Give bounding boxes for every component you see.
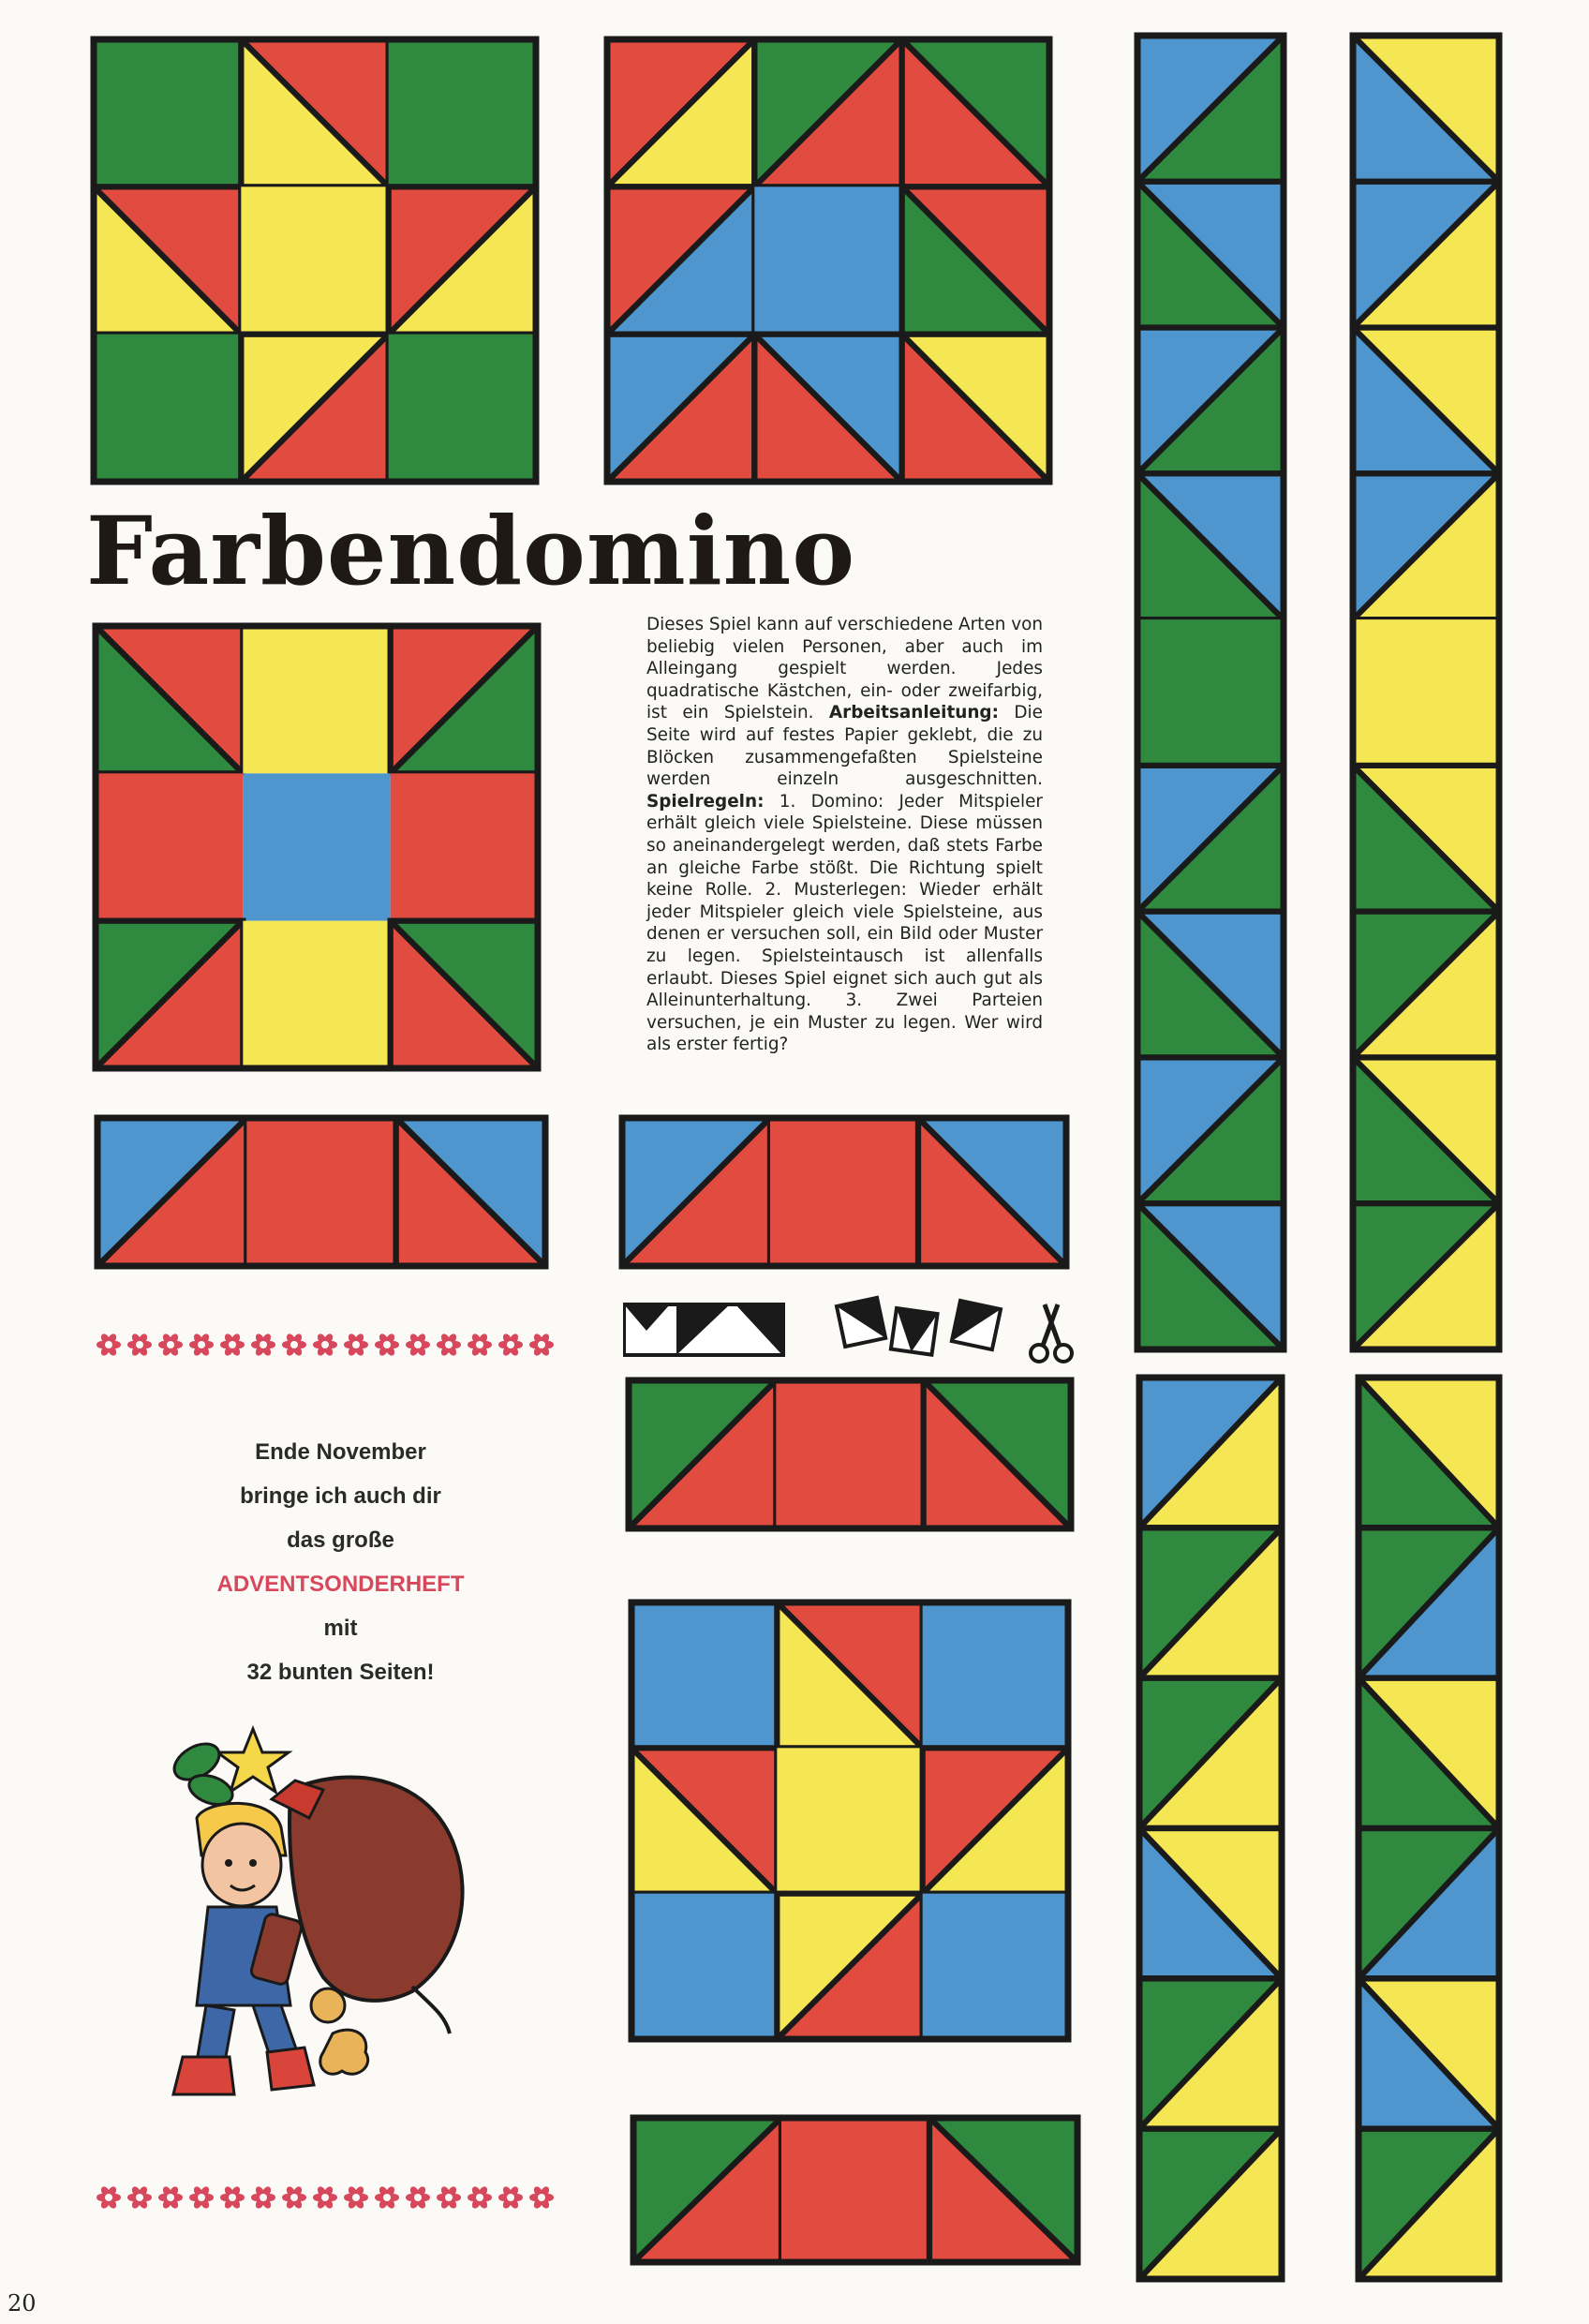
domino-tile[interactable] [607,186,754,334]
domino-tile[interactable] [1139,1828,1282,1978]
tile-strip-icon [624,1304,783,1355]
flower-icon [406,2185,430,2211]
domino-tile[interactable] [1139,1978,1282,2128]
domino-tile[interactable] [754,186,901,334]
domino-tile[interactable] [96,626,243,773]
flower-icon [251,1333,275,1358]
domino-tile[interactable] [1353,182,1499,328]
domino-tile[interactable] [777,1602,922,1748]
domino-tile[interactable] [902,335,1049,482]
domino-tile[interactable] [631,1602,777,1748]
page-title: Farbendomino [86,496,856,606]
flower-icon [498,1333,523,1358]
flower-icon [313,2185,337,2211]
domino-tile[interactable] [776,1380,923,1528]
domino-tile[interactable] [391,773,538,920]
domino-tile[interactable] [94,335,241,482]
cut-tile-icon-1 [837,1298,885,1347]
domino-tile[interactable] [923,1748,1068,1893]
domino-tile[interactable] [389,186,536,334]
flower-border-top [94,1326,558,1363]
domino-tile[interactable] [631,1894,777,2039]
domino-tile[interactable] [923,1602,1068,1748]
flower-icon [282,1333,306,1358]
domino-tile[interactable] [241,39,388,186]
domino-tile[interactable] [243,921,390,1068]
domino-tile[interactable] [243,773,390,920]
flower-icon [498,2185,523,2211]
domino-tile[interactable] [246,1118,395,1266]
domino-tile[interactable] [622,1118,770,1266]
domino-tile[interactable] [391,626,538,773]
domino-tile[interactable] [241,335,388,482]
tile-column-2 [1353,36,1499,1349]
flower-icon [220,1333,245,1358]
cut-tile-icon-3 [952,1301,1001,1349]
work-instructions-heading: Arbeitsanleitung: [828,703,999,723]
promo-line-6: 32 bunten Seiten! [246,1660,435,1685]
flower-icon [406,1333,430,1358]
cutting-instructions [623,1293,1078,1368]
domino-tile[interactable] [1353,36,1499,182]
domino-tile[interactable] [243,626,390,773]
tile-column-1 [1137,36,1284,1349]
domino-tile[interactable] [1359,2129,1499,2279]
domino-tile[interactable] [1139,1378,1282,1527]
domino-tile[interactable] [1139,1527,1282,1677]
tile-strip-4 [633,2118,1077,2262]
domino-tile[interactable] [1137,1057,1284,1203]
domino-tile[interactable] [777,1748,922,1893]
flower-icon [344,2185,368,2211]
domino-tile[interactable] [1353,912,1499,1058]
domino-tile[interactable] [629,1380,776,1528]
flower-icon [220,2185,245,2211]
domino-tile[interactable] [1137,1203,1284,1349]
domino-tile[interactable] [1359,1828,1499,1978]
game-rules-heading: Spielregeln: [646,791,765,812]
promo-line-3: das große [287,1527,394,1553]
domino-tile[interactable] [396,1118,545,1266]
promo-line-5: mit [323,1616,358,1641]
domino-tile[interactable] [1353,328,1499,474]
flower-icon [189,2185,214,2211]
domino-tile[interactable] [781,2118,929,2262]
flower-icon [282,2185,306,2211]
domino-tile[interactable] [902,186,1049,334]
domino-tile[interactable] [924,1380,1071,1528]
domino-tile[interactable] [1359,1678,1499,1828]
domino-tile[interactable] [923,1894,1068,2039]
domino-tile[interactable] [389,335,536,482]
domino-tile[interactable] [754,335,901,482]
flower-icon [529,1333,554,1358]
domino-tile[interactable] [1137,328,1284,474]
flower-icon [158,1333,183,1358]
work-instructions-text: Die Seite wird auf festes Papier geklebt, die zu Blöcken zusammengefaßten Spielsteine werden einzeln ausgeschnitten. [646,703,1043,790]
domino-tile[interactable] [1353,1203,1499,1349]
domino-tile[interactable] [1353,619,1499,766]
flower-icon [468,2185,492,2211]
tile-column-4 [1359,1378,1499,2279]
domino-tile[interactable] [607,39,754,186]
tile-block-star-1 [94,39,536,482]
page-number: 20 [7,2290,37,2317]
domino-tile[interactable] [96,773,243,920]
flower-icon [375,2185,399,2211]
domino-tile[interactable] [633,2118,781,2262]
domino-tile[interactable] [754,39,901,186]
tile-strip-1 [97,1118,545,1266]
flower-icon [375,1333,399,1358]
flower-icon [127,2185,152,2211]
domino-tile[interactable] [631,1748,777,1893]
scissors-icon [1031,1304,1072,1362]
domino-tile[interactable] [1359,1378,1499,1527]
tile-block-diamond [607,39,1049,482]
tile-strip-2 [622,1118,1066,1266]
flower-icon [468,1333,492,1358]
flower-icon [529,2185,554,2211]
domino-tile[interactable] [1139,2129,1282,2279]
flower-icon [158,2185,183,2211]
domino-tile[interactable] [1137,619,1284,766]
domino-tile[interactable] [1353,1057,1499,1203]
game-rules-body: 1. Domino: Jeder Mitspieler erhält gleich viele Spielsteine. Diese müssen so aneinandergelegt werden, daß stets Farbe an gleiche Farbe stößt. Die Richtung spielt keine Rolle. 2. Musterlegen: Wieder erhält jeder Mitspieler gleich viele Spielsteine, aus denen er versuchen soll, ein Bild oder Muster zu legen. Spielsteintausch ist allenfalls erlaubt. Dieses Spiel eignet sich auch gut als Alleinunterhaltung. 3. Zwei Parteien versuchen, je ein Muster zu legen. Wer wird als erster fertig? [646,791,1043,1055]
domino-tile[interactable] [918,1118,1066,1266]
game-rules-text [646,614,1043,1056]
domino-tile[interactable] [97,1118,246,1266]
flower-icon [437,2185,461,2211]
flower-icon [437,1333,461,1358]
tile-column-3 [1139,1378,1282,2279]
flower-icon [189,1333,214,1358]
flower-icon [344,1333,368,1358]
domino-tile[interactable] [391,921,538,1068]
promo-box [159,1430,522,1694]
tile-block-square [96,626,538,1068]
domino-tile[interactable] [96,921,243,1068]
domino-tile[interactable] [1359,1978,1499,2128]
flower-icon [97,2185,121,2211]
flower-icon [251,2185,275,2211]
domino-tile[interactable] [902,39,1049,186]
flower-icon [97,1333,121,1358]
promo-line-1: Ende November [255,1439,426,1465]
tile-strip-3 [629,1380,1071,1528]
domino-tile[interactable] [1137,473,1284,619]
domino-tile[interactable] [607,335,754,482]
rules-intro: Dieses Spiel kann auf verschiedene Arten von beliebig vielen Personen, aber auch im Alleingang gespielt werden. Jedes quadratische Kästchen, ein- oder zweifarbig, ist ein Spielstein. [646,615,1043,723]
domino-tile[interactable] [94,39,241,186]
boy-with-sack-illustration [131,1724,506,2137]
domino-tile[interactable] [1359,1527,1499,1677]
domino-tile[interactable] [1137,912,1284,1058]
flower-icon [127,1333,152,1358]
domino-tile[interactable] [1353,766,1499,912]
domino-tile[interactable] [929,2118,1077,2262]
tile-block-star-2 [631,1602,1068,2039]
flower-icon [313,1333,337,1358]
promo-highlight: ADVENTSONDERHEFT [216,1572,465,1597]
domino-tile[interactable] [241,186,388,334]
domino-tile[interactable] [1353,473,1499,619]
flower-border-bottom [94,2179,558,2216]
domino-tile[interactable] [1137,766,1284,912]
domino-tile[interactable] [1139,1678,1282,1828]
domino-tile[interactable] [777,1894,922,2039]
promo-line-2: bringe ich auch dir [240,1483,441,1509]
cut-tile-icon-2 [891,1308,938,1355]
domino-tile[interactable] [1137,182,1284,328]
domino-tile[interactable] [389,39,536,186]
domino-tile[interactable] [94,186,241,334]
domino-tile[interactable] [1137,36,1284,182]
domino-tile[interactable] [770,1118,918,1266]
